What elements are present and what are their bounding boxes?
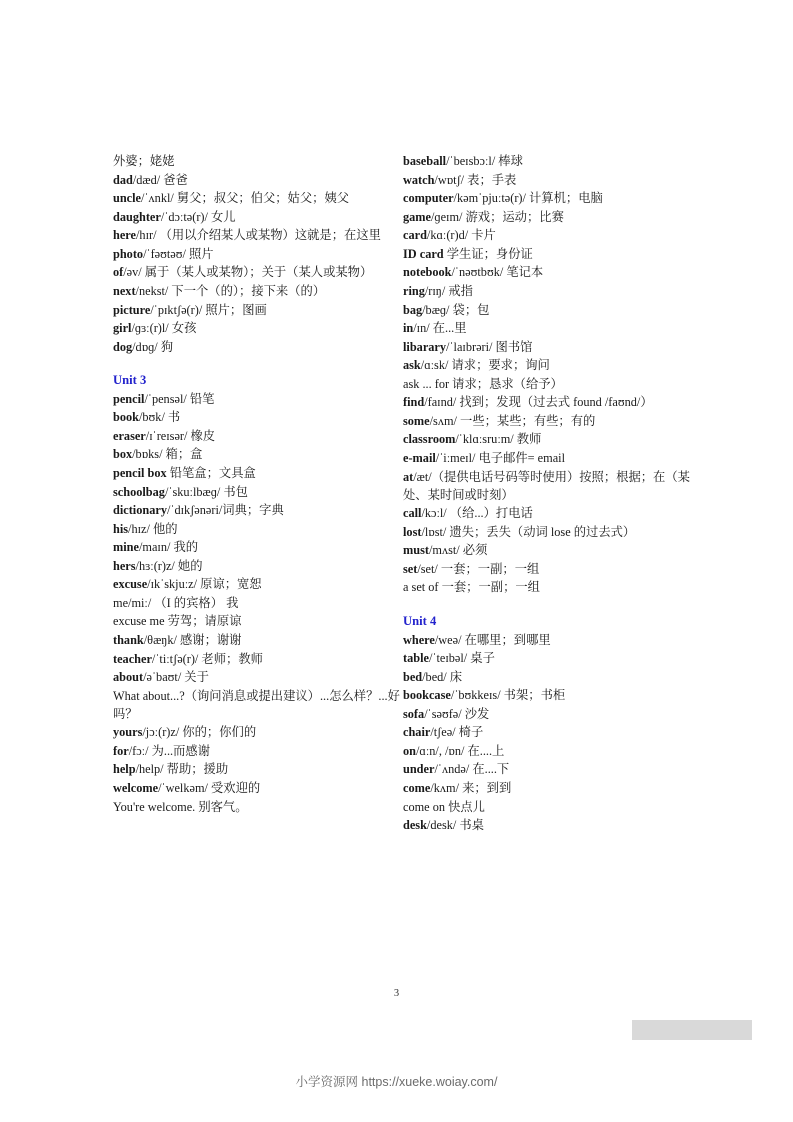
entry-word: dad bbox=[113, 172, 133, 187]
entry-definition: /kɑː(r)d/ 卡片 bbox=[426, 228, 496, 243]
entry-word: his bbox=[113, 521, 129, 536]
word-entry bbox=[403, 723, 693, 741]
entry-definition: /nekst/ 下一个（的）；接下来（的） bbox=[135, 283, 326, 298]
entry-definition: /tʃeə/ 椅子 bbox=[430, 725, 484, 740]
entry-definition: /ˈtiːtʃə(r)/ 老师；教师 bbox=[151, 651, 263, 666]
word-entry bbox=[113, 557, 403, 575]
entry-definition: /hɪr/ （用以介绍某人或某物）这就是；在这里 bbox=[136, 228, 381, 243]
entry-word: me bbox=[113, 595, 129, 610]
word-entry bbox=[113, 319, 403, 337]
entry-word: under bbox=[403, 762, 435, 777]
word-entry bbox=[403, 338, 693, 356]
entry-definition: /æt/（提供电话号码等时使用）按照；根据；在（某处、某时间或时刻） bbox=[403, 469, 690, 502]
entry-definition: What about...?（询问消息或提出建议）...怎么样？...好吗？ bbox=[113, 688, 400, 721]
entry-definition: /ɡɜː(r)l/ 女孩 bbox=[131, 321, 197, 336]
entry-word: excuse me bbox=[113, 614, 165, 629]
word-entry bbox=[113, 445, 403, 463]
word-entry bbox=[113, 631, 403, 649]
word-entry bbox=[403, 668, 693, 686]
word-entry bbox=[113, 282, 403, 300]
entry-word: here bbox=[113, 228, 136, 243]
word-entry bbox=[403, 301, 693, 319]
word-entry bbox=[403, 760, 693, 778]
word-entry bbox=[403, 393, 693, 411]
entry-word: box bbox=[113, 447, 133, 462]
entry-definition: /dɒɡ/ 狗 bbox=[132, 339, 174, 354]
entry-definition: /weə/ 在哪里；到哪里 bbox=[434, 632, 551, 647]
phrase-entry bbox=[403, 375, 693, 393]
word-entry bbox=[113, 779, 403, 797]
word-entry bbox=[403, 742, 693, 760]
entry-word: pencil bbox=[113, 391, 145, 406]
entry-word: where bbox=[403, 632, 435, 647]
entry-word: teacher bbox=[113, 651, 152, 666]
entry-word: of bbox=[113, 265, 124, 280]
word-entry bbox=[403, 208, 693, 226]
entry-word: dictionary bbox=[113, 503, 167, 518]
entry-word: must bbox=[403, 543, 429, 558]
word-entry bbox=[403, 649, 693, 667]
entry-word: classroom bbox=[403, 432, 456, 447]
entry-definition: /kʌm/ 来；到到 bbox=[430, 781, 512, 795]
entry-word: photo bbox=[113, 246, 144, 261]
word-entry bbox=[403, 631, 693, 649]
word-entry bbox=[403, 282, 693, 300]
entry-definition: /hɜː(r)z/ 她的 bbox=[135, 558, 203, 573]
word-entry bbox=[403, 171, 693, 189]
site-footer: 小学资源网 https://xueke.woiay.com/ bbox=[295, 1075, 498, 1089]
entry-definition: /ˈklɑːsruːm/ 教师 bbox=[455, 432, 542, 447]
word-entry bbox=[403, 686, 693, 704]
entry-definition: /əˈbaʊt/ 关于 bbox=[143, 670, 209, 685]
entry-word: bookcase bbox=[403, 688, 451, 703]
entry-definition: /ˈdɪkʃənəri/词典；字典 bbox=[166, 503, 284, 518]
entry-word: welcome bbox=[113, 781, 159, 795]
entry-definition: /ˈfəʊtəʊ/ 照片 bbox=[143, 246, 214, 261]
entry-definition: come on 快点儿 bbox=[403, 799, 485, 814]
entry-definition: /maɪn/ 我的 bbox=[138, 540, 199, 555]
word-entry bbox=[113, 390, 403, 408]
entry-definition: /dæd/ 爸爸 bbox=[132, 172, 188, 187]
word-entry bbox=[403, 356, 693, 374]
entry-word: watch bbox=[403, 172, 435, 187]
entry-definition: /ˈbeɪsbɔːl/ 棒球 bbox=[446, 154, 523, 168]
entry-definition: /ɡeɪm/ 游戏；运动；比赛 bbox=[431, 209, 564, 224]
page-number: 3 bbox=[393, 988, 400, 999]
entry-definition: /ˈʌndə/ 在....下 bbox=[434, 762, 510, 777]
entry-definition: /bed/ 床 bbox=[422, 669, 463, 684]
word-entry bbox=[113, 538, 403, 556]
entry-word: notebook bbox=[403, 265, 452, 280]
entry-definition: /rɪŋ/ 戒指 bbox=[424, 283, 473, 298]
entry-word: come bbox=[403, 781, 431, 795]
word-entry bbox=[113, 152, 403, 170]
entry-word: ID card bbox=[403, 246, 444, 261]
word-entry bbox=[113, 208, 403, 226]
entry-definition: /ɪˈreɪsər/ 橡皮 bbox=[145, 428, 216, 443]
entry-word: book bbox=[113, 410, 139, 425]
word-entry bbox=[403, 779, 693, 797]
entry-definition: /ɪkˈskjuːz/ 原谅；宽恕 bbox=[147, 577, 262, 592]
entry-definition: 外婆；姥姥 bbox=[113, 154, 175, 168]
entry-definition: /əv/ 属于（某人或某物）；关于（某人或某物） bbox=[123, 265, 373, 280]
entry-definition: a set of 一套；一副；一组 bbox=[403, 580, 540, 595]
entry-word: some bbox=[403, 413, 430, 428]
entry-word: schoolbag bbox=[113, 484, 165, 499]
word-entry bbox=[403, 189, 693, 207]
word-entry bbox=[403, 226, 693, 244]
entry-definition: /ˈteɪbəl/ 桌子 bbox=[428, 651, 495, 666]
entry-word: find bbox=[403, 395, 425, 410]
entry-definition: 劳驾；请原谅 bbox=[164, 614, 242, 629]
entry-definition: /ˈpɪktʃə(r)/ 照片；图画 bbox=[150, 302, 267, 317]
entry-word: set bbox=[403, 561, 418, 576]
entry-word: game bbox=[403, 209, 431, 224]
phrase-entry bbox=[403, 798, 693, 816]
entry-definition: /mʌst/ 必须 bbox=[428, 543, 488, 558]
entry-word: for bbox=[113, 743, 129, 758]
entry-definition: /ɑːsk/ 请求；要求；询问 bbox=[420, 358, 550, 373]
entry-word: dog bbox=[113, 339, 133, 354]
entry-word: thank bbox=[113, 633, 144, 647]
word-entry bbox=[403, 504, 693, 522]
entry-word: ring bbox=[403, 283, 425, 298]
entry-word: in bbox=[403, 321, 414, 336]
entry-definition: /ˈnəʊtbʊk/ 笔记本 bbox=[451, 265, 544, 280]
entry-word: picture bbox=[113, 302, 151, 317]
word-entry bbox=[113, 245, 403, 263]
entry-definition: /ˈpensəl/ 铅笔 bbox=[144, 391, 215, 406]
word-entry bbox=[113, 171, 403, 189]
entry-definition: 学生证；身份证 bbox=[443, 246, 533, 261]
entry-word: next bbox=[113, 283, 136, 298]
entry-word: baseball bbox=[403, 154, 447, 168]
entry-word: daughter bbox=[113, 209, 161, 224]
word-entry bbox=[403, 816, 693, 834]
word-entry bbox=[113, 668, 403, 686]
entry-word: mine bbox=[113, 540, 139, 555]
word-entry bbox=[113, 427, 403, 445]
entry-word: chair bbox=[403, 725, 431, 740]
entry-definition: /desk/ 书桌 bbox=[426, 818, 484, 833]
entry-definition: You're welcome. 别客气。 bbox=[113, 799, 248, 814]
entry-definition: /ˈbʊkkeɪs/ 书架；书柜 bbox=[450, 688, 566, 703]
word-entry bbox=[113, 464, 403, 482]
entry-word: call bbox=[403, 506, 422, 521]
word-entry bbox=[113, 650, 403, 668]
entry-definition: /kəmˈpjuːtə(r)/ 计算机；电脑 bbox=[453, 191, 603, 206]
entry-word: bag bbox=[403, 302, 423, 317]
phrase-entry bbox=[403, 578, 693, 596]
word-entry bbox=[403, 245, 693, 263]
word-entry bbox=[113, 483, 403, 501]
entry-definition: /ˈdɔːtə(r)/ 女儿 bbox=[160, 209, 236, 224]
phrase-entry bbox=[113, 687, 403, 723]
entry-word: help bbox=[113, 762, 136, 777]
word-entry bbox=[403, 263, 693, 281]
word-entry bbox=[113, 723, 403, 741]
word-list-columns bbox=[113, 152, 693, 835]
phrase-entry bbox=[113, 798, 403, 816]
entry-word: eraser bbox=[113, 428, 146, 443]
word-entry bbox=[403, 541, 693, 559]
entry-definition: /bɒks/ 箱；盒 bbox=[132, 447, 203, 462]
entry-definition: /ˈʌnkl/ 舅父；叔父；伯父；姑父；姨父 bbox=[141, 191, 350, 206]
entry-word: hers bbox=[113, 558, 136, 573]
entry-definition: /bæɡ/ 袋；包 bbox=[422, 302, 490, 317]
entry-definition: /sʌm/ 一些；某些；有些；有的 bbox=[429, 413, 596, 428]
unit-heading: Unit 3 bbox=[113, 372, 147, 387]
entry-word: yours bbox=[113, 725, 143, 740]
word-entry bbox=[113, 189, 403, 207]
entry-definition: /ˈskuːlbæɡ/ 书包 bbox=[164, 484, 248, 499]
entry-definition: /ɑːn/, /ɒn/ 在....上 bbox=[416, 743, 505, 758]
entry-definition: 铅笔盒；文具盒 bbox=[166, 465, 256, 480]
entry-word: ask bbox=[403, 358, 421, 373]
word-entry bbox=[113, 301, 403, 319]
entry-word: sofa bbox=[403, 706, 425, 721]
word-entry bbox=[403, 705, 693, 723]
phrase-entry bbox=[113, 612, 403, 630]
watermark-block bbox=[632, 1020, 752, 1040]
entry-word: lost bbox=[403, 524, 422, 539]
entry-word: computer bbox=[403, 191, 454, 206]
word-entry bbox=[403, 152, 693, 170]
entry-word: excuse bbox=[113, 577, 148, 592]
word-entry bbox=[403, 560, 693, 578]
word-entry bbox=[403, 449, 693, 467]
unit-heading: Unit 4 bbox=[403, 613, 437, 628]
entry-definition: /hɪz/ 他的 bbox=[128, 521, 178, 536]
entry-definition: /lɒst/ 遗失；丢失（动词 lose 的过去式） bbox=[421, 524, 636, 539]
entry-definition: /miː/ （I 的宾格） 我 bbox=[128, 595, 239, 610]
word-entry bbox=[403, 412, 693, 430]
left-column bbox=[113, 152, 403, 835]
entry-word: card bbox=[403, 228, 427, 243]
word-entry bbox=[113, 338, 403, 356]
entry-word: girl bbox=[113, 321, 132, 336]
entry-definition: /help/ 帮助；援助 bbox=[135, 762, 229, 777]
word-entry bbox=[113, 226, 403, 244]
entry-definition: /ɪn/ 在...里 bbox=[413, 321, 467, 336]
entry-word: pencil box bbox=[113, 465, 167, 480]
word-entry bbox=[113, 263, 403, 281]
word-entry bbox=[113, 742, 403, 760]
phrase-entry bbox=[113, 594, 403, 612]
word-entry bbox=[403, 319, 693, 337]
entry-definition: /θæŋk/ 感谢；谢谢 bbox=[143, 633, 242, 647]
right-column bbox=[403, 152, 693, 835]
word-entry bbox=[113, 760, 403, 778]
word-entry bbox=[113, 575, 403, 593]
entry-definition: /bʊk/ 书 bbox=[138, 410, 181, 425]
entry-definition: /ˈiːmeɪl/ 电子邮件= email bbox=[435, 451, 565, 465]
entry-word: bed bbox=[403, 669, 423, 684]
entry-word: libarary bbox=[403, 339, 447, 354]
entry-definition: /fɔː/ 为...而感谢 bbox=[128, 743, 210, 758]
entry-definition: /ˈwelkəm/ 受欢迎的 bbox=[158, 781, 261, 795]
entry-definition: /wɒtʃ/ 表；手表 bbox=[434, 172, 517, 187]
entry-definition: /jɔː(r)z/ 你的；你们的 bbox=[142, 725, 257, 740]
entry-definition: /set/ 一套；一副；一组 bbox=[417, 561, 540, 576]
word-entry bbox=[113, 408, 403, 426]
word-entry bbox=[403, 468, 693, 504]
word-entry bbox=[403, 523, 693, 541]
entry-definition: /ˈsəʊfə/ 沙发 bbox=[424, 706, 490, 721]
entry-word: e-mail bbox=[403, 451, 436, 465]
word-entry bbox=[113, 520, 403, 538]
entry-word: at bbox=[403, 469, 414, 484]
entry-definition: /kɔːl/ （给...）打电话 bbox=[421, 506, 533, 521]
entry-word: about bbox=[113, 670, 144, 685]
entry-definition: /faɪnd/ 找到；发现（过去式 found /faʊnd/） bbox=[424, 395, 653, 410]
word-entry bbox=[403, 430, 693, 448]
entry-word: desk bbox=[403, 818, 427, 833]
word-entry bbox=[113, 501, 403, 519]
entry-definition: /ˈlaɪbrəri/ 图书馆 bbox=[446, 339, 533, 354]
entry-word: table bbox=[403, 651, 429, 666]
entry-word: on bbox=[403, 743, 416, 758]
entry-word: uncle bbox=[113, 191, 142, 206]
entry-definition: ask ... for 请求；恳求（给予） bbox=[403, 376, 563, 391]
